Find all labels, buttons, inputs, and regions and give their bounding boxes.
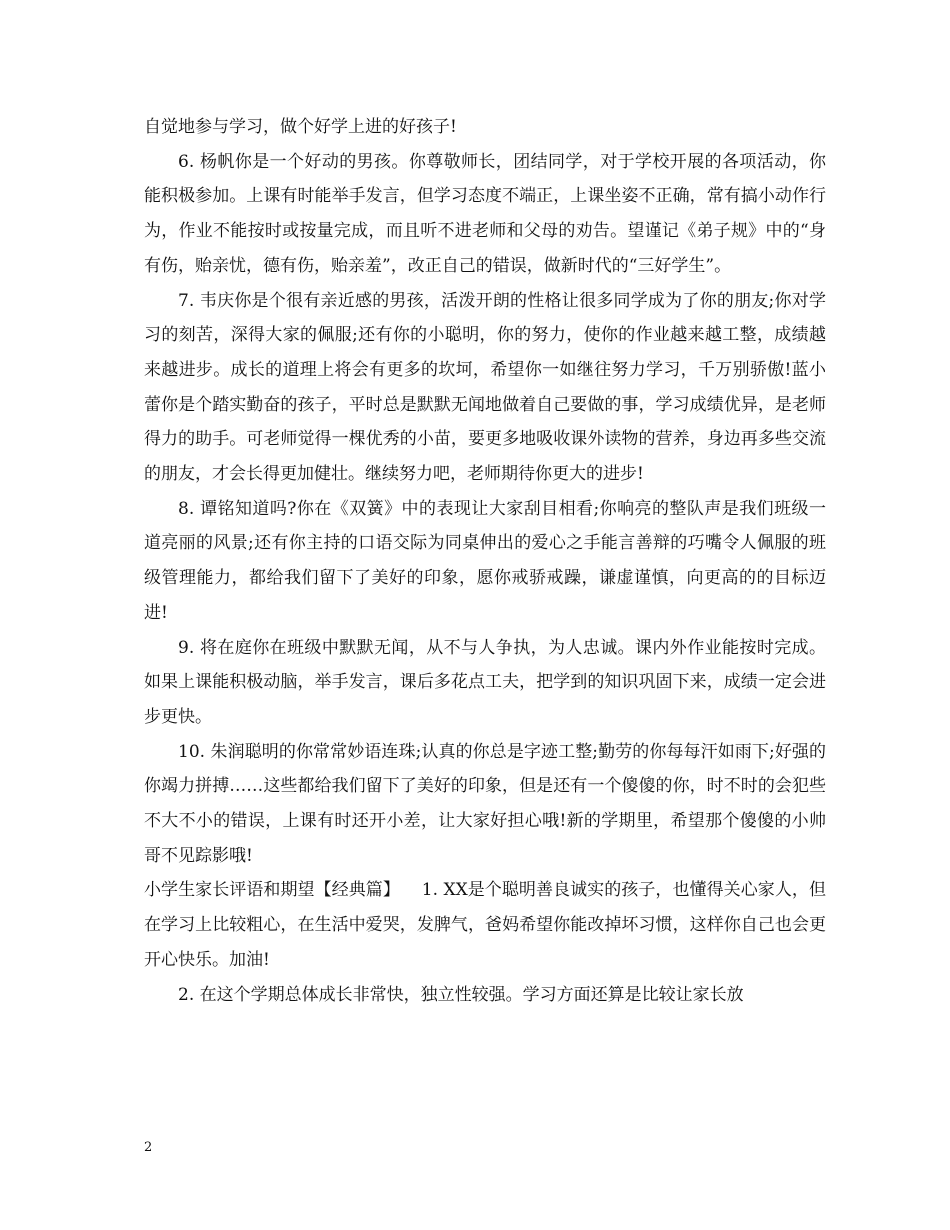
paragraph-parent-comment-2: 2. 在这个学期总体成长非常快，独立性较强。学习方面还算是比较让家长放 xyxy=(178,984,744,1005)
document-body xyxy=(144,110,826,1012)
paragraph-comment-9: 9. 将在庭你在班级中默默无闻，从不与人争执，为人忠诚。课内外作业能按时完成。如果上课能积极动脑，举手发言，课后多花点工夫，把学到的知识巩固下来，成绩一定会进步更快。 xyxy=(144,637,826,727)
page-number: 2 xyxy=(144,1140,153,1155)
paragraph-comment-8: 8. 谭铭知道吗?你在《双簧》中的表现让大家刮目相看;你响亮的整队声是我们班级一道亮丽的风景;还有你主持的口语交际为同桌伸出的爱心之手能言善辩的巧嘴令人佩服的班级管理能力，都给我们留下了美好的印象，愿你戒骄戒躁，谦虚谨慎，向更高的的目标迈进! xyxy=(144,498,826,623)
paragraph-parent-comments-heading: 小学生家长评语和期望【经典篇】 1. XX是个聪明善良诚实的孩子，也懂得关心家人，但在学习上比较粗心，在生活中爱哭，发脾气，爸妈希望你能改掉坏习惯，这样你自己也会更开心快乐。加油! xyxy=(144,880,826,970)
paragraph-comment-10: 10. 朱润聪明的你常常妙语连珠;认真的你总是字迹工整;勤劳的你每每汗如雨下;好强的你竭力拼搏……这些都给我们留下了美好的印象，但是还有一个傻傻的你，时不时的会犯些不大不小的错误，上课有时还开小差，让大家好担心哦!新的学期里，希望那个傻傻的小帅哥不见踪影哦! xyxy=(144,741,826,866)
paragraph-continuation: 自觉地参与学习，做个好学上进的好孩子! xyxy=(144,117,457,137)
paragraph-comment-6: 6. 杨帆你是一个好动的男孩。你尊敬师长，团结同学，对于学校开展的各项活动，你能积极参加。上课有时能举手发言，但学习态度不端正，上课坐姿不正确，常有搞小动作行为，作业不能按时或按量完成，而且听不进老师和父母的劝告。望谨记《弟子规》中的“身有伤，贻亲忧，德有伤，贻亲羞”，改正自己的错误，做新时代的“三好学生”。 xyxy=(144,151,826,276)
paragraph-comment-7: 7. 韦庆你是个很有亲近感的男孩，活泼开朗的性格让很多同学成为了你的朋友;你对学习的刻苦，深得大家的佩服;还有你的小聪明，你的努力，使你的作业越来越工整，成绩越来越进步。成长的道理上将会有更多的坎坷，希望你一如继往努力学习，千万别骄傲!蓝小蕾你是个踏实勤奋的孩子，平时总是默默无闻地做着自己要做的事，学习成绩优异，是老师得力的助手。可老师觉得一棵优秀的小苗，要更多地吸收课外读物的营养，身边再多些交流的朋友，才会长得更加健壮。继续努力吧，老师期待你更大的进步! xyxy=(144,290,826,485)
